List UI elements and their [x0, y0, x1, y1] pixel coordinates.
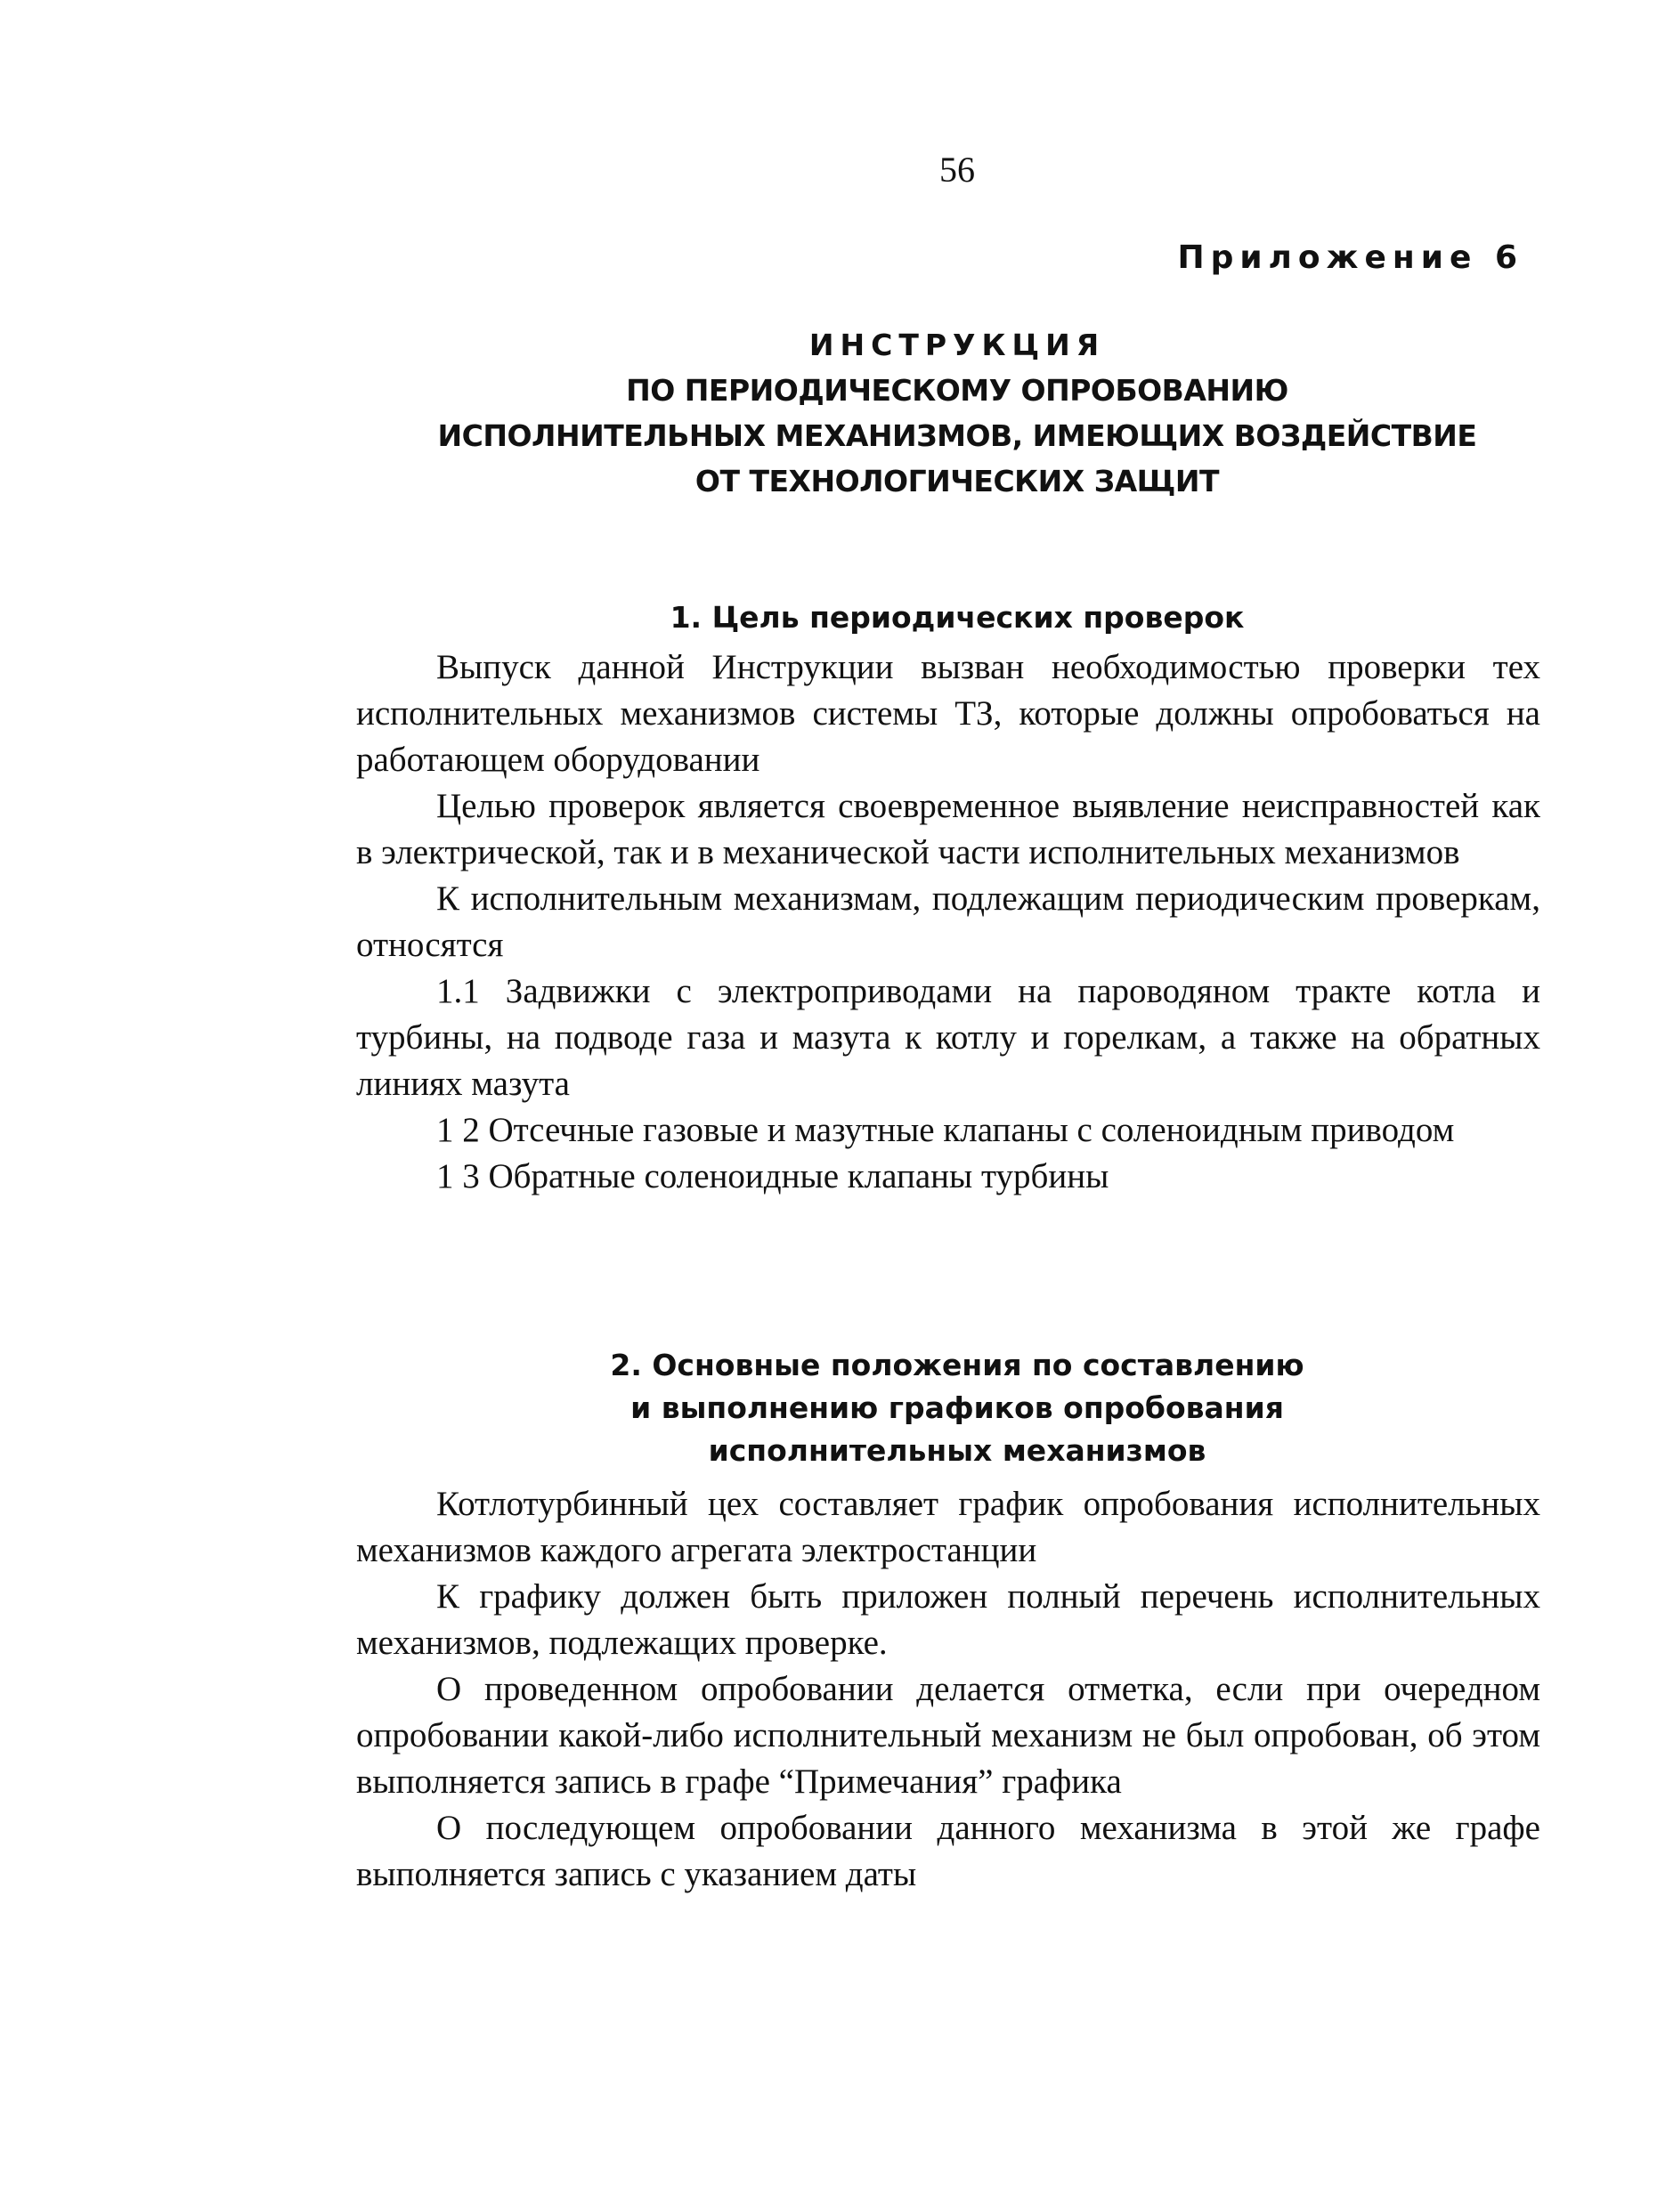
section-2-heading-line-3: исполнительных механизмов — [708, 1433, 1206, 1468]
section-2-heading — [0, 1344, 1657, 1472]
title-line-2: ПО ПЕРИОДИЧЕСКОМУ ОПРОБОВАНИЮ — [626, 373, 1288, 408]
paragraph: Целью проверок является своевременное выявление неисправностей как в электрической, так и в механической части исполнительных механизмов — [356, 787, 1540, 871]
appendix-label: Приложение 6 — [1177, 239, 1523, 276]
section-1-heading: 1. Цель периодических проверок — [670, 600, 1245, 635]
section-2-body — [356, 1481, 1540, 1898]
list-item-1-3: 1 3 Обратные соленоидные клапаны турбины — [436, 1157, 1109, 1195]
page-number: 56 — [939, 150, 975, 190]
paragraph: О проведенном опробовании делается отметка, если при очередном опробовании какой-либо исполнительный механизм не был опробован, об этом выполняется запись в графе “Примечания” графика — [356, 1670, 1540, 1801]
title-line-1: ИНСТРУКЦИЯ — [808, 328, 1106, 362]
paragraph: О последующем опробовании данного механизма в этой же графе выполняется запись с указанием даты — [356, 1809, 1540, 1893]
section-2-heading-line-2: и выполнению графиков опробования — [630, 1390, 1284, 1425]
title-line-3: ИСПОЛНИТЕЛЬНЫХ МЕХАНИЗМОВ, ИМЕЮЩИХ ВОЗДЕЙСТВИЕ — [437, 418, 1477, 453]
section-1-body — [356, 644, 1540, 1200]
paragraph: Котлотурбинный цех составляет график опробования исполнительных механизмов каждого агрегата электростанции — [356, 1485, 1540, 1569]
document-title — [0, 322, 1657, 504]
paragraph: К графику должен быть приложен полный перечень исполнительных механизмов, подлежащих проверке. — [356, 1577, 1540, 1662]
paragraph: Выпуск данной Инструкции вызван необходимостью проверки тех исполнительных механизмов системы ТЗ, которые должны опробоваться на работающем оборудовании — [356, 648, 1540, 779]
title-line-4: ОТ ТЕХНОЛОГИЧЕСКИХ ЗАЩИТ — [694, 464, 1220, 498]
section-2-heading-line-1: 2. Основные положения по составлению — [610, 1348, 1304, 1382]
list-item-1-1: 1.1 Задвижки с электроприводами на пароводяном тракте котла и турбины, на подводе газа и мазута к котлу и горелкам, а также на обратных линиях мазута — [356, 972, 1540, 1103]
paragraph: К исполнительным механизмам, подлежащим периодическим проверкам, относятся — [356, 879, 1540, 964]
list-item-1-2: 1 2 Отсечные газовые и мазутные клапаны с соленоидным приводом — [436, 1111, 1455, 1149]
